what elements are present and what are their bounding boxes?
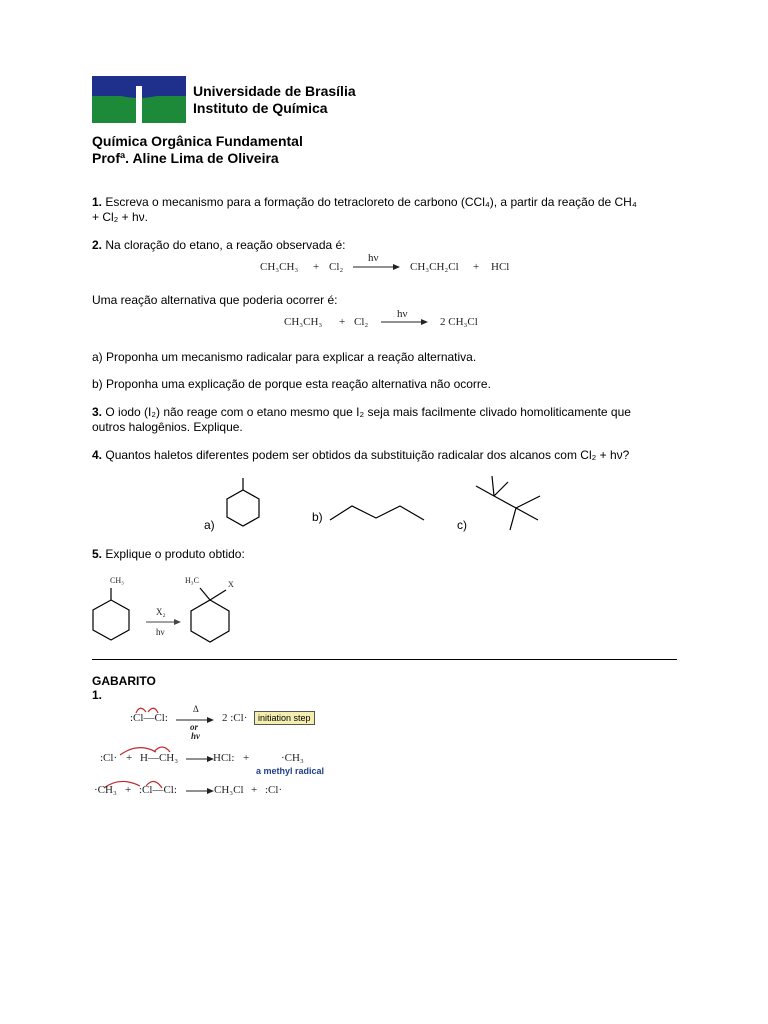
step2-methane: H—CH₃ [140, 752, 179, 764]
step3-methyl-radical: ·CH₃ [94, 784, 117, 796]
reagent-hv: hν [156, 627, 165, 637]
question-3: 3. O iodo (I₂) não reage com o etano mesmo que I₂ seja mais facilmente clivado homoliticamente que outros halogênios. Explique. [92, 405, 631, 434]
reaction-1-plus: + [313, 261, 320, 273]
step2-plus-2: + [243, 752, 250, 764]
reaction-2-plus: + [339, 316, 346, 328]
answer-number: 1. [92, 688, 103, 702]
step2-hcl: HCl: [213, 752, 235, 764]
step3-chlorine-radical: :Cl· [265, 784, 283, 796]
reaction-2-product: 2 CH₃Cl [440, 316, 478, 328]
step3-plus: + [125, 784, 132, 796]
answer-key-title: GABARITO [92, 674, 156, 688]
h3c-label: H₃C [185, 576, 199, 585]
initiation-step-tag: initiation step [254, 711, 315, 725]
step3-chlorine: :Cl—Cl: [139, 784, 177, 796]
step2-chlorine-radical: :Cl· [100, 752, 118, 764]
step2-methyl-radical: ·CH₃ [281, 752, 304, 764]
step1-delta: Δ [193, 704, 199, 714]
methyl-radical-note: a methyl radical [256, 766, 325, 776]
step2-arrow [186, 755, 216, 763]
question-1: 1. Escreva o mecanismo para a formação do tetracloreto de carbono (CCl₄), a partir da reação de CH₄ + Cl₂ + hν. [92, 195, 637, 224]
structure-b-label: b) [312, 510, 323, 524]
tetramethylbutane-structure [470, 474, 544, 534]
step3-plus-2: + [251, 784, 258, 796]
reaction-arrow-5 [146, 618, 182, 626]
university-name: Universidade de Brasília [193, 83, 356, 99]
reaction-2-condition: hν [397, 308, 408, 320]
question-5: 5. Explique o produto obtido: [92, 547, 245, 561]
reaction-2-reactant: CH₃CH₃ [284, 316, 323, 328]
question-2: 2. Na cloração do etano, a reação observada é: [92, 238, 346, 252]
university-logo [92, 76, 186, 123]
butane-structure [328, 500, 428, 524]
step2-plus: + [126, 752, 133, 764]
institute-name: Instituto de Química [193, 100, 328, 116]
reaction-1-product: CH₃CH₂Cl [410, 261, 459, 273]
structure-c-label: c) [457, 518, 467, 532]
ch3-label: CH₃ [110, 576, 124, 585]
step3-chloromethane: CH₃Cl [214, 784, 244, 796]
course-title: Química Orgânica Fundamental [92, 133, 303, 149]
reaction-1-reactant: CH₃CH₃ [260, 261, 299, 273]
reaction-1-arrow [353, 263, 401, 271]
step1-or: or [190, 722, 199, 732]
step1-product: 2 :Cl· [222, 712, 248, 724]
question-4: 4. Quantos haletos diferentes podem ser obtidos da substituição radicalar dos alcanos com Cl₂ + hν? [92, 448, 630, 462]
reaction-2-reagent: Cl₂ [354, 316, 369, 328]
product-structure [188, 586, 238, 646]
reaction-1-reagent: Cl₂ [329, 261, 344, 273]
step1-hv: hν [191, 731, 200, 741]
methylcyclohexane-structure [218, 474, 268, 532]
step3-arrow [186, 787, 216, 795]
question-2b: b) Proponha uma explicação de porque esta reação alternativa não ocorre. [92, 377, 491, 391]
reaction-1-byproduct: HCl [491, 261, 510, 273]
x-label: X [228, 580, 234, 589]
section-divider [92, 659, 677, 660]
reaction-1-condition: hν [368, 252, 379, 264]
professor-name: Profª. Aline Lima de Oliveira [92, 150, 279, 166]
reaction-1-plus-2: + [473, 261, 480, 273]
reagent-x2: X₂ [156, 607, 166, 617]
step1-reactant: :Cl—Cl: [130, 712, 168, 724]
question-2a: a) Proponha um mecanismo radicalar para explicar a reação alternativa. [92, 350, 477, 364]
structure-a-label: a) [204, 518, 215, 532]
reaction-2-arrow [381, 318, 429, 326]
methylcyclohexane-reactant [88, 586, 134, 644]
alternative-reaction-text: Uma reação alternativa que poderia ocorrer é: [92, 293, 338, 307]
